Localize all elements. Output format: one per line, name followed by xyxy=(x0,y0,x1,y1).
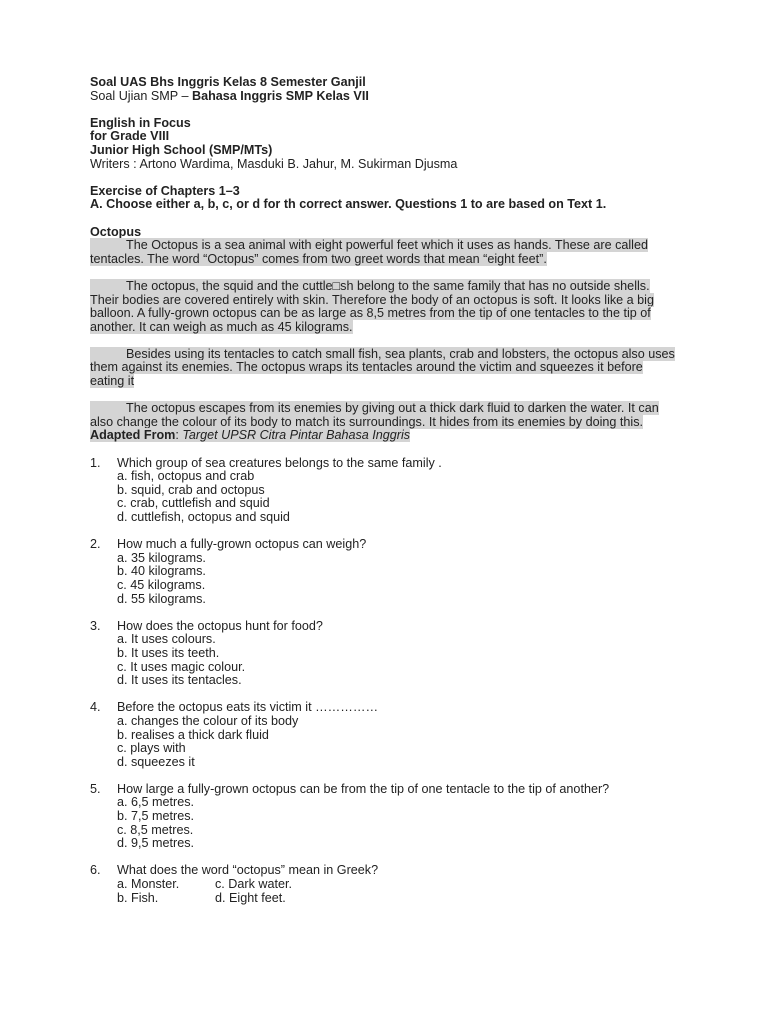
answer-option: a. 35 kilograms. xyxy=(117,550,206,565)
question-text: How much a fully-grown octopus can weigh? xyxy=(117,537,367,552)
answer-option: a. fish, octopus and crab xyxy=(117,469,255,484)
paragraph-4-text: The octopus escapes from its enemies by giving out a thick dark fluid to darken the water. It can also change the colour of its body to match its surroundings. It hides from its enemies by doing this. xyxy=(90,401,659,429)
exercise-title: Exercise of Chapters 1–3 xyxy=(90,183,240,198)
question-number: 5. xyxy=(90,781,101,796)
answer-option: d. 9,5 metres. xyxy=(117,836,194,851)
answer-option: d. cuttlefish, octopus and squid xyxy=(117,510,290,524)
answer-option: b. 7,5 metres. xyxy=(117,809,194,824)
answer-option: d. Eight feet. xyxy=(215,890,286,905)
subtitle-bold: Bahasa Inggris SMP Kelas VII xyxy=(191,88,369,103)
text-title: Octopus xyxy=(90,224,142,239)
question-text: How does the octopus hunt for food? xyxy=(117,618,323,633)
paragraph-2-text: The octopus, the squid and the cuttle□sh belong to the same family that has no outside shells. Their bodies are covered entirely with skin. Therefore the body of an octopus is soft. It looks like a big balloon. A fully-grown octopus can be as large as 8,5 metres from the tip of one tentacles to the tip of another. It can weigh as much as 45 kilograms. xyxy=(90,278,654,334)
answer-option: c. crab, cuttlefish and squid xyxy=(117,496,270,511)
paragraph-1-text: The Octopus is a sea animal with eight powerful feet which it uses as hands. These are called tentacles. The word “Octopus” comes from two greet words that mean “eight feet”. xyxy=(90,238,648,266)
missing-glyph-box: □ xyxy=(332,278,341,293)
question-item xyxy=(90,701,680,783)
question-number: 6. xyxy=(90,863,101,878)
answer-option: b. Fish. xyxy=(117,890,159,905)
text-source xyxy=(90,429,680,443)
answer-option: b. realises a thick dark fluid xyxy=(117,727,269,742)
answer-option: c. 8,5 metres. xyxy=(117,822,194,837)
answer-option: d. squeezes it xyxy=(117,754,195,769)
question-number: 2. xyxy=(90,537,101,552)
paragraph-3-text: Besides using its tentacles to catch small fish, sea plants, crab and lobsters, the octopus also uses them against its enemies. The octopus wraps its tentacles around the victim and squeezes it before eating it xyxy=(90,346,675,389)
answer-option: c. It uses magic colour. xyxy=(117,659,246,674)
source-value: Target UPSR Citra Pintar Bahasa Inggris xyxy=(182,428,411,443)
document-title: Soal UAS Bhs Inggris Kelas 8 Semester Ganjil xyxy=(90,75,366,89)
question-text: What does the word “octopus” mean in Greek? xyxy=(117,863,379,878)
answer-option: a. It uses colours. xyxy=(117,632,216,647)
document-page xyxy=(90,76,680,905)
text-paragraph-3 xyxy=(90,348,680,389)
text-paragraph-4 xyxy=(90,402,680,429)
book-school: Junior High School (SMP/MTs) xyxy=(90,142,273,157)
book-writers: Writers : Artono Wardima, Masduki B. Jahur, M. Sukirman Djusma xyxy=(90,156,458,171)
answer-option: a. changes the colour of its body xyxy=(117,713,299,728)
answer-option: d. 55 kilograms. xyxy=(117,591,206,606)
question-number: 1. xyxy=(90,455,101,470)
source-separator: : xyxy=(175,428,183,443)
answer-option: c. plays with xyxy=(117,741,186,756)
answer-option: b. squid, crab and octopus xyxy=(117,482,265,497)
document-subtitle xyxy=(90,90,680,104)
question-text: Before the octopus eats its victim it …………… xyxy=(117,700,379,715)
question-item xyxy=(90,783,680,865)
question-item xyxy=(90,864,680,905)
text-paragraph-2 xyxy=(90,280,680,334)
exercise-instruction: A. Choose either a, b, c, or d for th correct answer. Questions 1 to are based on Text 1. xyxy=(90,197,607,212)
book-grade: for Grade VIII xyxy=(90,129,170,144)
question-number: 4. xyxy=(90,700,101,715)
answer-option: d. It uses its tentacles. xyxy=(117,673,242,688)
subtitle-plain: Soal Ujian SMP – xyxy=(90,88,192,103)
question-item xyxy=(90,620,680,702)
answer-option: b. 40 kilograms. xyxy=(117,564,206,579)
answer-option: c. 45 kilograms. xyxy=(117,577,206,592)
answer-option: c. Dark water. xyxy=(215,877,292,892)
question-list xyxy=(90,457,680,906)
answer-option: a. 6,5 metres. xyxy=(117,795,194,810)
question-text: How large a fully-grown octopus can be from the tip of one tentacle to the tip of another? xyxy=(117,781,610,796)
text-paragraph-1 xyxy=(90,239,680,266)
book-title: English in Focus xyxy=(90,115,191,130)
source-label: Adapted From xyxy=(90,428,176,443)
question-number: 3. xyxy=(90,618,101,633)
answer-option: b. It uses its teeth. xyxy=(117,645,220,660)
answer-option: a. Monster. xyxy=(117,877,180,892)
question-item xyxy=(90,457,680,539)
question-text: Which group of sea creatures belongs to the same family . xyxy=(117,455,442,470)
question-item xyxy=(90,538,680,620)
